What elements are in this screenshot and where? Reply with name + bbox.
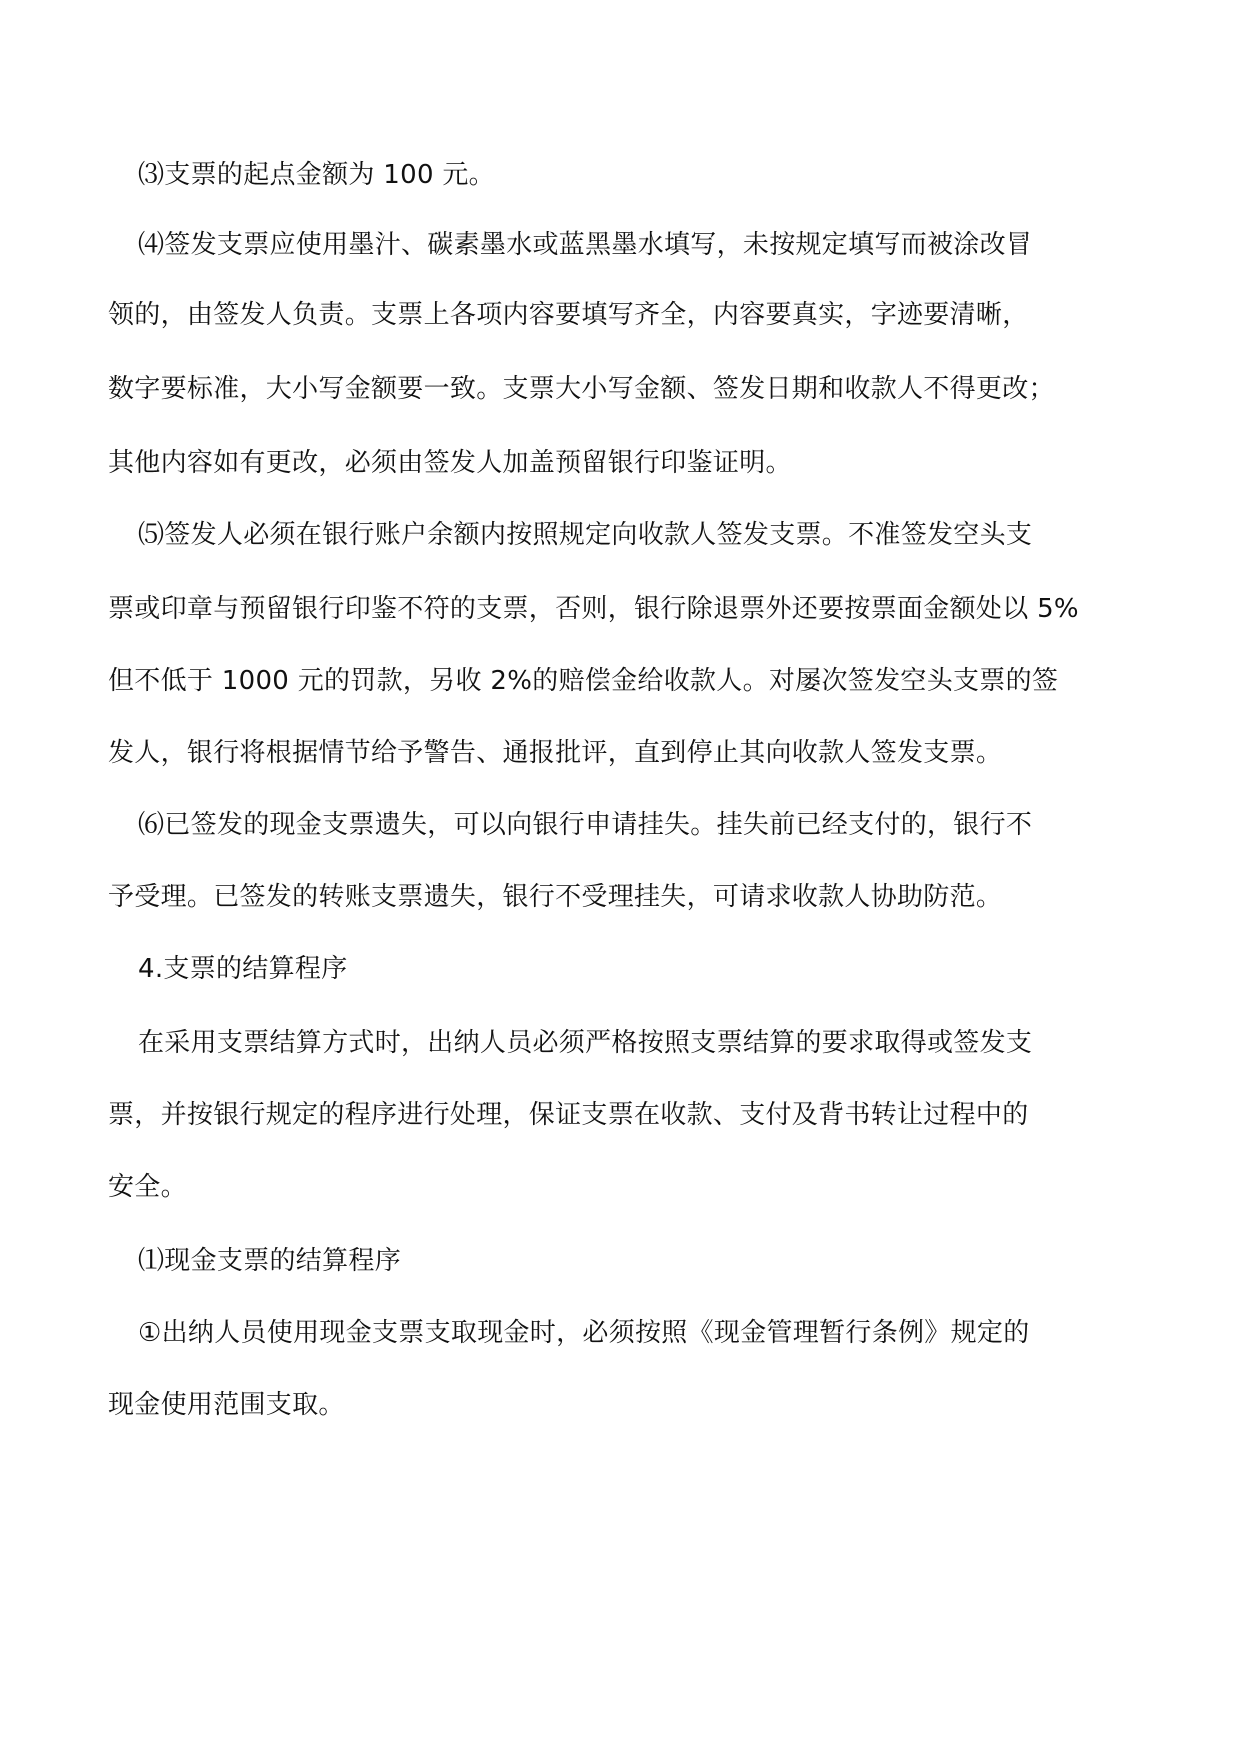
paragraph-line: 发人，银行将根据情节给予警告、通报批评，直到停止其向收款人签发支票。 [108, 738, 1003, 768]
paragraph-line: 票或印章与预留银行印鉴不符的支票，否则，银行除退票外还要按票面金额处以 5% [108, 594, 1079, 624]
subsection-heading: ⑴现金支票的结算程序 [138, 1246, 402, 1276]
paragraph-line: 安全。 [108, 1172, 187, 1202]
paragraph-line: 在采用支票结算方式时，出纳人员必须严格按照支票结算的要求取得或签发支 [138, 1028, 1033, 1058]
paragraph-line: ⑸签发人必须在银行账户余额内按照规定向收款人签发支票。不准签发空头支 [138, 520, 1033, 550]
paragraph-line: 数字要标准，大小写金额要一致。支票大小写金额、签发日期和收款人不得更改； [108, 374, 1055, 404]
paragraph-line: ⑶支票的起点金额为 100 元。 [138, 160, 495, 190]
paragraph-line: 其他内容如有更改，必须由签发人加盖预留银行印鉴证明。 [108, 448, 792, 478]
paragraph-line: 票，并按银行规定的程序进行处理，保证支票在收款、支付及背书转让过程中的 [108, 1100, 1029, 1130]
section-heading: 4.支票的结算程序 [138, 954, 348, 984]
paragraph-line: ①出纳人员使用现金支票支取现金时，必须按照《现金管理暂行条例》规定的 [138, 1318, 1030, 1348]
paragraph-line: ⑹已签发的现金支票遗失，可以向银行申请挂失。挂失前已经支付的，银行不 [138, 810, 1033, 840]
paragraph-line: 但不低于 1000 元的罚款，另收 2%的赔偿金给收款人。对屡次签发空头支票的签 [108, 666, 1059, 696]
paragraph-line: 予受理。已签发的转账支票遗失，银行不受理挂失，可请求收款人协助防范。 [108, 882, 1003, 912]
paragraph-line: ⑷签发支票应使用墨汁、碳素墨水或蓝黑墨水填写，未按规定填写而被涂改冒 [138, 230, 1033, 260]
paragraph-line: 现金使用范围支取。 [108, 1390, 345, 1420]
paragraph-line: 领的，由签发人负责。支票上各项内容要填写齐全，内容要真实，字迹要清晰， [108, 300, 1029, 330]
